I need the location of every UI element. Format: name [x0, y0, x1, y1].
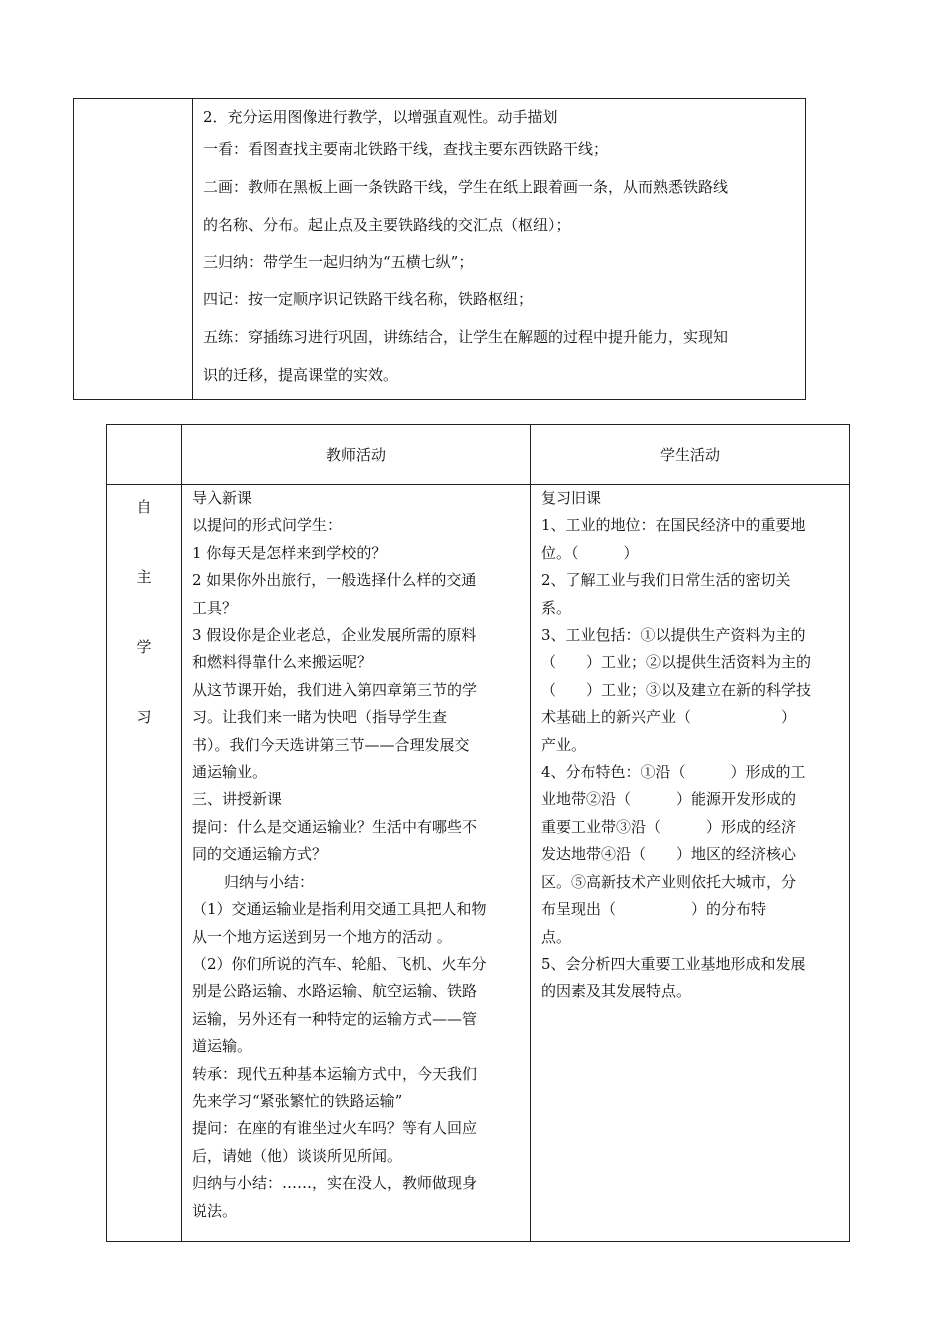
student-line: （ ）工业；③以及建立在新的科学技 [541, 680, 812, 699]
methods-line: 一看：看图查找主要南北铁路干线，查找主要东西铁路干线； [203, 140, 609, 158]
student-line: 区。⑤高新技术产业则依托大城市，分 [541, 872, 797, 891]
student-line: 重要工业带③沿（ ）形成的经济 [541, 817, 797, 836]
student-line: 4、分布特色：①沿（ ）形成的工 [541, 763, 806, 782]
activities-header-row [107, 425, 849, 485]
header-blank-cell [107, 425, 182, 484]
student-activity-header: 学生活动 [659, 446, 720, 464]
teacher-line: 通运输业。 [192, 763, 268, 782]
teacher-line: 导入新课 [192, 489, 253, 507]
methods-line: 五练：穿插练习进行巩固，讲练结合，让学生在解题的过程中提升能力，实现知 [203, 328, 729, 346]
teacher-line: 书）。我们今天选讲第三节——合理发展交 [192, 735, 470, 754]
teacher-line: 归纳与小结： [224, 872, 315, 891]
student-line: 业地带②沿（ ）能源开发形成的 [541, 790, 797, 809]
student-line: 位。（ ） [541, 543, 639, 562]
student-line: 产业。 [541, 735, 587, 754]
student-line: 点。 [541, 927, 572, 946]
side-label-char: 自 [136, 498, 152, 516]
teacher-line: 习。让我们来一睹为快吧（指导学生查 [192, 708, 448, 727]
teacher-line: 先来学习“紧张繁忙的铁路运输” [192, 1091, 403, 1110]
student-activity-cell [531, 485, 849, 1241]
teacher-line: 3 假设你是企业老总，企业发展所需的原料 [192, 626, 477, 645]
teacher-line: 说法。 [192, 1201, 238, 1220]
student-line: 系。 [541, 598, 572, 617]
teacher-line: （2）你们所说的汽车、轮船、飞机、火车分 [192, 954, 487, 973]
teacher-line: 从这节课开始，我们进入第四章第三节的学 [192, 680, 478, 699]
activities-table [106, 424, 850, 1242]
teacher-activity-header: 教师活动 [182, 425, 531, 484]
teacher-line: 提问：在座的有谁坐过火车吗？等有人回应 [192, 1119, 478, 1138]
teacher-line: 归纳与小结：……，实在没人，教师做现身 [192, 1174, 478, 1193]
student-line: 3、工业包括：①以提供生产资料为主的 [541, 626, 806, 645]
teacher-activity-cell [182, 485, 531, 1241]
teacher-line: 和燃料得靠什么来搬运呢？ [192, 653, 373, 672]
teacher-line: 同的交通运输方式？ [192, 845, 328, 864]
methods-label-cell [74, 99, 193, 399]
teacher-line: 转承：现代五种基本运输方式中，今天我们 [192, 1064, 478, 1083]
methods-content-cell [193, 99, 805, 399]
student-line: 的因素及其发展特点。 [541, 982, 692, 1001]
student-line: 复习旧课 [541, 489, 602, 507]
methods-line: 三归纳：带学生一起归纳为“五横七纵”； [203, 253, 474, 271]
side-label-char: 学 [136, 638, 152, 656]
student-line: 5、会分析四大重要工业基地形成和发展 [541, 954, 806, 973]
teacher-line: 1 你每天是怎样来到学校的？ [192, 543, 387, 562]
student-line: 布呈现出（ ）的分布特 [541, 900, 767, 919]
student-line: 发达地带④沿（ ）地区的经济核心 [541, 845, 797, 864]
methods-line: 2．充分运用图像进行教学，以增强直观性。动手描划 [203, 108, 558, 126]
teacher-line: 运输，另外还有一种特定的运输方式——管 [192, 1009, 478, 1028]
teacher-line: 以提问的形式问学生： [192, 516, 343, 535]
methods-line: 四记：按一定顺序识记铁路干线名称，铁路枢纽； [203, 290, 534, 308]
teacher-line: 道运输。 [192, 1037, 253, 1056]
side-label-char: 主 [136, 568, 152, 586]
teacher-line: 后，请她（他）谈谈所见所闻。 [192, 1146, 403, 1165]
student-line: 1、工业的地位：在国民经济中的重要地 [541, 516, 806, 535]
teacher-line: 2 如果你外出旅行，一般选择什么样的交通 [192, 571, 477, 590]
activities-body-row [107, 485, 849, 1241]
methods-line: 二画：教师在黑板上画一条铁路干线，学生在纸上跟着画一条，从而熟悉铁路线 [203, 178, 729, 196]
teacher-line: 提问：什么是交通运输业？生活中有哪些不 [192, 817, 478, 836]
teacher-line: 别是公路运输、水路运输、航空运输、铁路 [192, 982, 478, 1001]
teacher-line: 工具？ [192, 598, 238, 617]
side-label-char: 习 [136, 708, 152, 726]
student-line: 术基础上的新兴产业（ ） [541, 708, 797, 727]
methods-line: 的名称、分布。起止点及主要铁路线的交汇点（枢纽）； [203, 216, 571, 234]
teacher-line: 从一个地方运送到另一个地方的活动 。 [192, 927, 452, 946]
student-line: 2、了解工业与我们日常生活的密切关 [541, 571, 791, 590]
teacher-line: 三、讲授新课 [192, 790, 283, 809]
student-line: （ ）工业；②以提供生活资料为主的 [541, 653, 812, 672]
side-label-cell [107, 485, 182, 1241]
methods-line: 识的迁移，提高课堂的实效。 [203, 366, 399, 384]
methods-table [73, 98, 806, 400]
teacher-line: （1）交通运输业是指利用交通工具把人和物 [192, 900, 487, 919]
